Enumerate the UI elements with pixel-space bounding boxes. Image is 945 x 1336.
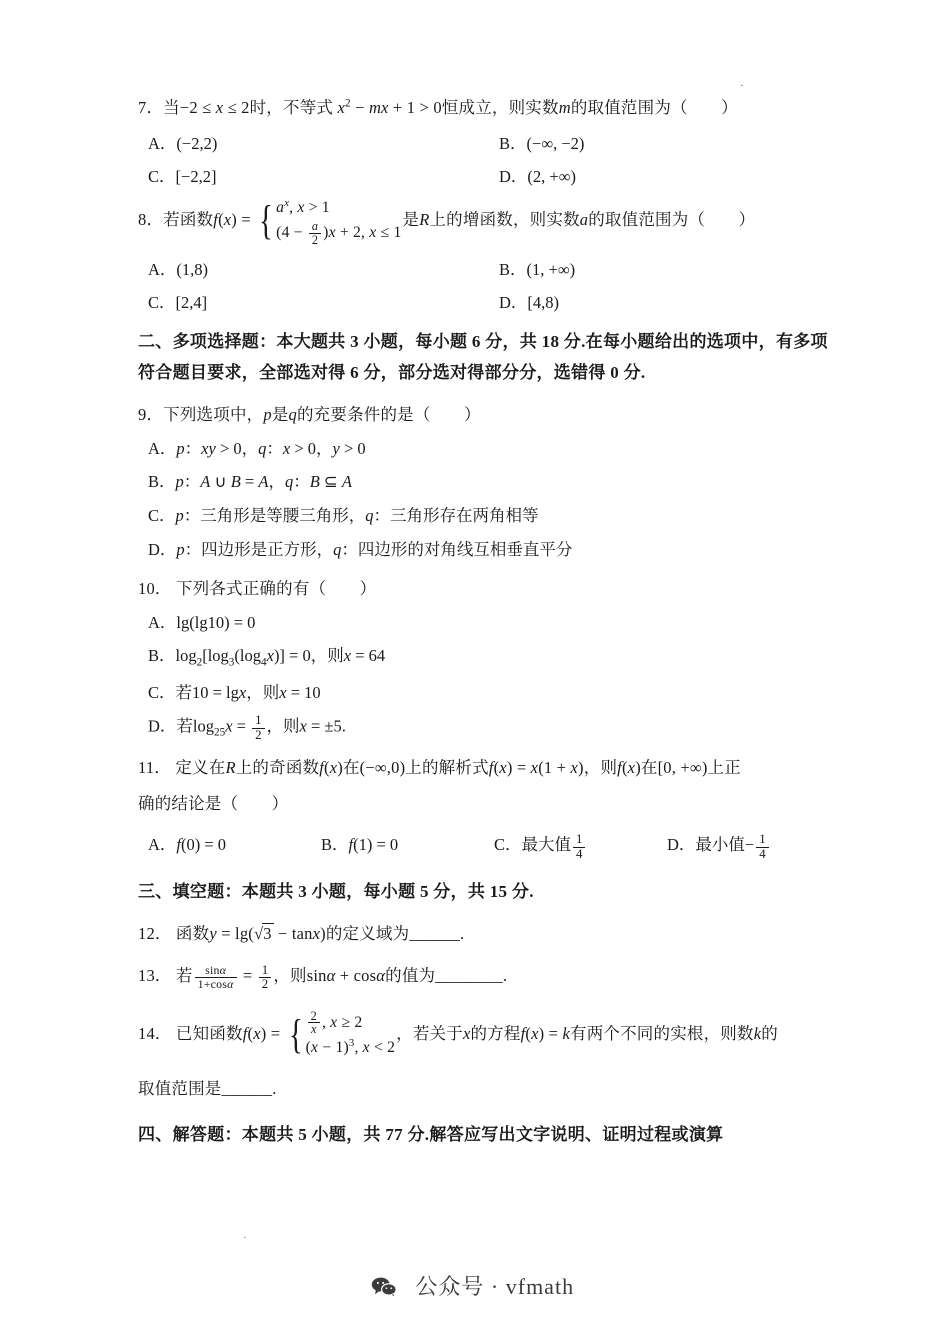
footer-watermark <box>0 1270 945 1301</box>
option-A[interactable]: A．f(0) = 0 <box>148 835 227 855</box>
question-13-number: 13． <box>138 966 172 986</box>
question-12-number: 12． <box>138 923 172 943</box>
question-10-option-A[interactable]: A．lg(lg10) = 0 <box>148 612 256 632</box>
section-4-heading: 四、解答题：本题共 5 小题，共 77 分.解答应写出文字说明、证明过程或演算 <box>138 1125 724 1145</box>
question-7-options-2 <box>138 163 840 187</box>
question-7-options <box>138 130 840 154</box>
question-10-option-B[interactable]: B．$\log_2[\log_3(\log_4x)] = 0$，则x = 64 <box>148 646 386 669</box>
section-3-heading: 三、填空题：本题共 3 小题，每小题 5 分，共 15 分. <box>138 882 534 902</box>
question-8-stem: 8．若函数f(x) = { $a^x$, x > 1 (4 − $\frac{a}{2}$ )x + 2, x ≤ 1 是R上的增函数，则实数a的取值范围为（ ） <box>138 197 756 247</box>
question-10-option-C[interactable]: C．若10 = lgx，则x = 10 <box>148 682 321 702</box>
question-9-stem: 9．下列选项中，p是q的充要条件的是（ ） <box>138 402 840 428</box>
question-12: 12． 函数y = lg(√3 − tanx)的定义域为______. <box>138 921 840 947</box>
question-10-stem: 10． 下列各式正确的有（ ） <box>138 576 840 602</box>
option-C[interactable]: C．最大值 $\frac{1}{4}$ <box>494 831 667 861</box>
question-14: 14． 已知函数f(x) = { $\frac{2}{x}$ , x ≥ 2 $(x - 1)^3$, x < 2 ，若关于x的方程f(x) = k有两个不同的实根，则数k的 <box>138 1010 840 1061</box>
question-9-option-A[interactable]: A．p：xy > 0，q：x > 0，y > 0 <box>148 438 366 458</box>
question-8-number: 8． <box>138 210 164 230</box>
option-A[interactable]: A．(−2,2) <box>148 134 218 154</box>
question-14-line2: 取值范围是______. <box>138 1079 277 1099</box>
question-7-stem: 7．当−2 ≤ x ≤ 2时，不等式 $x^2$ − mx + 1 > 0恒成立，则实数m的取值范围为（ ） <box>138 95 840 121</box>
option-A[interactable]: A．(1,8) <box>148 259 209 279</box>
question-9-option-D[interactable]: D．p：四边形是正方形，q：四边形的对角线互相垂直平分 <box>148 539 573 559</box>
question-11-stem: 11． 定义在R上的奇函数f(x)在(−∞,0)上的解析式f(x) = x(1 + x)，则f(x)在[0, +∞)上正 <box>138 755 840 781</box>
question-9-number: 9． <box>138 404 164 424</box>
page-top-mark: · <box>740 80 744 92</box>
question-11-number: 11． <box>138 758 171 778</box>
footer-text: 公众号 · vfmath <box>415 1274 575 1299</box>
question-14-number: 14． <box>138 1023 172 1043</box>
question-8-options <box>138 256 840 280</box>
piecewise-brace: { $a^x$, x > 1 (4 − $\frac{a}{2}$ )x + 2, x ≤ 1 <box>259 197 402 247</box>
option-D[interactable]: D．(2, +∞) <box>499 167 576 187</box>
question-13: 13． 若 $\frac{\sin\alpha}{1+\cos\alpha}$ = $\frac{1}{2}$ ，则sinα + cosα的值为________. <box>138 962 508 992</box>
option-B[interactable]: B．f(1) = 0 <box>321 835 399 855</box>
section-2-heading: 二、多项选择题：本大题共 3 小题，每小题 6 分，共 18 分.在每小题给出的选项中，有多项符合题目要求，全部选对得 6 分，部分选对得部分分，选错得 0 分. <box>138 331 828 382</box>
option-B[interactable]: B．(−∞, −2) <box>499 134 585 154</box>
option-B[interactable]: B．(1, +∞) <box>499 259 576 279</box>
page-bottom-mark: · <box>243 1232 247 1244</box>
wechat-icon <box>371 1276 397 1298</box>
question-8-options-2 <box>138 289 840 313</box>
option-C[interactable]: C．[−2,2] <box>148 167 217 187</box>
option-C[interactable]: C．[2,4] <box>148 292 208 312</box>
question-9-option-B[interactable]: B．p：A ∪ B = A，q：B ⊆ A <box>148 472 352 492</box>
option-D[interactable]: D．[4,8) <box>499 292 560 312</box>
piecewise-brace: { $\frac{2}{x}$ , x ≥ 2 $(x - 1)^3$, x < 2 <box>288 1008 396 1058</box>
question-10-number: 10． <box>138 578 172 598</box>
question-9-option-C[interactable]: C．p：三角形是等腰三角形，q：三角形存在两角相等 <box>148 506 539 526</box>
question-7-number: 7． <box>138 98 164 117</box>
question-10-option-D[interactable]: D．若$\log_{25}x$ = $\frac{1}{2}$ ，则x = ±5. <box>148 713 346 742</box>
question-11-options <box>138 831 840 861</box>
question-11-stem-line2: 确的结论是（ ） <box>138 794 289 814</box>
option-D[interactable]: D．最小值− $\frac{1}{4}$ <box>667 831 840 861</box>
